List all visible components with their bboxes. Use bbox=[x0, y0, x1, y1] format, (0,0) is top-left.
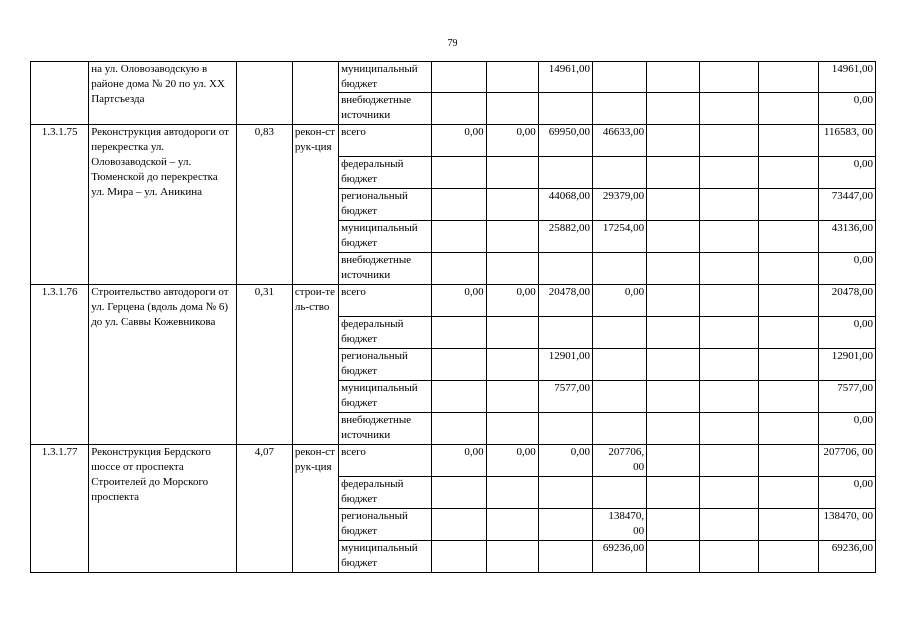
amount-cell: 0,00 bbox=[432, 445, 486, 477]
amount-cell bbox=[700, 285, 758, 317]
funding-source-cell: федеральный бюджет bbox=[339, 317, 432, 349]
amount-cell: 0,00 bbox=[432, 285, 486, 317]
total-amount-cell: 0,00 bbox=[818, 317, 875, 349]
amount-cell bbox=[700, 477, 758, 509]
funding-source-cell: региональный бюджет bbox=[339, 189, 432, 221]
amount-cell bbox=[758, 253, 818, 285]
funding-source-cell: муниципальный бюджет bbox=[339, 62, 432, 93]
amount-cell bbox=[538, 317, 592, 349]
amount-cell bbox=[592, 477, 646, 509]
amount-cell bbox=[432, 317, 486, 349]
total-amount-cell: 207706, 00 bbox=[818, 445, 875, 477]
amount-cell bbox=[486, 541, 538, 573]
amount-cell bbox=[647, 317, 700, 349]
item-name-cell: Реконструкция автодороги от перекрестка ул. Оловозаводской – ул. Тюменской до перекрестка ул. Мира – ул. Аникина bbox=[89, 125, 237, 285]
total-amount-cell: 0,00 bbox=[818, 157, 875, 189]
amount-cell bbox=[758, 381, 818, 413]
amount-cell bbox=[592, 157, 646, 189]
item-name-cell: Строительство автодороги от ул. Герцена (вдоль дома № 6) до ул. Саввы Кожевникова bbox=[89, 285, 237, 445]
amount-cell bbox=[486, 221, 538, 253]
budget-table bbox=[30, 61, 876, 573]
amount-cell bbox=[432, 189, 486, 221]
amount-cell bbox=[758, 349, 818, 381]
amount-cell bbox=[647, 62, 700, 93]
amount-cell: 46633,00 bbox=[592, 125, 646, 157]
page-number: 79 bbox=[447, 38, 458, 49]
amount-cell bbox=[758, 413, 818, 445]
amount-cell bbox=[486, 189, 538, 221]
amount-cell bbox=[758, 477, 818, 509]
amount-cell bbox=[592, 62, 646, 93]
amount-cell bbox=[538, 477, 592, 509]
amount-cell bbox=[647, 509, 700, 541]
total-amount-cell: 20478,00 bbox=[818, 285, 875, 317]
amount-cell bbox=[538, 253, 592, 285]
amount-cell bbox=[486, 477, 538, 509]
amount-cell: 0,00 bbox=[538, 445, 592, 477]
item-name-cell: на ул. Оловозаводскую в районе дома № 20 по ул. XX Партсъезда bbox=[89, 62, 237, 125]
funding-source-cell: муниципальный бюджет bbox=[339, 221, 432, 253]
item-work-type-cell bbox=[292, 62, 338, 125]
amount-cell: 0,00 bbox=[486, 445, 538, 477]
item-name-cell: Реконструкция Бердского шоссе от проспекта Строителей до Морского проспекта bbox=[89, 445, 237, 573]
total-amount-cell: 43136,00 bbox=[818, 221, 875, 253]
amount-cell: 17254,00 bbox=[592, 221, 646, 253]
amount-cell: 25882,00 bbox=[538, 221, 592, 253]
budget-table-body bbox=[31, 62, 876, 573]
amount-cell bbox=[700, 413, 758, 445]
amount-cell: 29379,00 bbox=[592, 189, 646, 221]
total-amount-cell: 7577,00 bbox=[818, 381, 875, 413]
amount-cell bbox=[647, 93, 700, 125]
table-row bbox=[31, 125, 876, 157]
amount-cell bbox=[700, 317, 758, 349]
total-amount-cell: 116583, 00 bbox=[818, 125, 875, 157]
amount-cell bbox=[700, 381, 758, 413]
amount-cell bbox=[758, 509, 818, 541]
amount-cell bbox=[592, 317, 646, 349]
total-amount-cell: 73447,00 bbox=[818, 189, 875, 221]
amount-cell bbox=[486, 62, 538, 93]
funding-source-cell: муниципальный бюджет bbox=[339, 541, 432, 573]
amount-cell bbox=[758, 157, 818, 189]
item-work-type-cell: строи-тель-ство bbox=[292, 285, 338, 445]
amount-cell bbox=[700, 509, 758, 541]
amount-cell bbox=[432, 253, 486, 285]
funding-source-cell: внебюджетные источники bbox=[339, 93, 432, 125]
amount-cell bbox=[647, 477, 700, 509]
amount-cell bbox=[647, 285, 700, 317]
amount-cell: 0,00 bbox=[592, 285, 646, 317]
amount-cell bbox=[758, 62, 818, 93]
item-code-cell: 1.3.1.75 bbox=[31, 125, 89, 285]
amount-cell bbox=[432, 413, 486, 445]
amount-cell bbox=[432, 541, 486, 573]
amount-cell bbox=[647, 125, 700, 157]
amount-cell bbox=[486, 413, 538, 445]
amount-cell bbox=[758, 125, 818, 157]
amount-cell bbox=[700, 93, 758, 125]
amount-cell bbox=[758, 221, 818, 253]
total-amount-cell: 0,00 bbox=[818, 413, 875, 445]
amount-cell bbox=[647, 541, 700, 573]
amount-cell bbox=[432, 62, 486, 93]
total-amount-cell: 138470, 00 bbox=[818, 509, 875, 541]
amount-cell bbox=[486, 317, 538, 349]
amount-cell: 12901,00 bbox=[538, 349, 592, 381]
amount-cell bbox=[432, 477, 486, 509]
amount-cell bbox=[700, 253, 758, 285]
total-amount-cell: 12901,00 bbox=[818, 349, 875, 381]
amount-cell bbox=[432, 349, 486, 381]
amount-cell bbox=[758, 317, 818, 349]
total-amount-cell: 0,00 bbox=[818, 93, 875, 125]
amount-cell bbox=[758, 189, 818, 221]
amount-cell bbox=[647, 157, 700, 189]
table-row bbox=[31, 445, 876, 477]
amount-cell: 0,00 bbox=[486, 285, 538, 317]
amount-cell bbox=[647, 381, 700, 413]
amount-cell bbox=[758, 93, 818, 125]
amount-cell bbox=[647, 189, 700, 221]
amount-cell bbox=[592, 381, 646, 413]
item-code-cell bbox=[31, 62, 89, 125]
amount-cell: 7577,00 bbox=[538, 381, 592, 413]
funding-source-cell: региональный бюджет bbox=[339, 509, 432, 541]
funding-source-cell: муниципальный бюджет bbox=[339, 381, 432, 413]
amount-cell bbox=[647, 349, 700, 381]
amount-cell: 14961,00 bbox=[538, 62, 592, 93]
amount-cell bbox=[486, 349, 538, 381]
table-row bbox=[31, 62, 876, 93]
funding-source-cell: всего bbox=[339, 285, 432, 317]
amount-cell bbox=[486, 157, 538, 189]
amount-cell: 138470, 00 bbox=[592, 509, 646, 541]
funding-source-cell: всего bbox=[339, 125, 432, 157]
amount-cell: 69236,00 bbox=[592, 541, 646, 573]
item-length-cell: 0,31 bbox=[236, 285, 292, 445]
amount-cell bbox=[538, 541, 592, 573]
total-amount-cell: 69236,00 bbox=[818, 541, 875, 573]
funding-source-cell: внебюджетные источники bbox=[339, 413, 432, 445]
amount-cell bbox=[432, 509, 486, 541]
funding-source-cell: региональный бюджет bbox=[339, 349, 432, 381]
funding-source-cell: внебюджетные источники bbox=[339, 253, 432, 285]
item-work-type-cell: рекон-струк-ция bbox=[292, 445, 338, 573]
amount-cell bbox=[432, 157, 486, 189]
funding-source-cell: всего bbox=[339, 445, 432, 477]
amount-cell bbox=[538, 509, 592, 541]
amount-cell bbox=[432, 221, 486, 253]
amount-cell bbox=[700, 62, 758, 93]
amount-cell bbox=[538, 93, 592, 125]
amount-cell: 207706, 00 bbox=[592, 445, 646, 477]
amount-cell: 69950,00 bbox=[538, 125, 592, 157]
amount-cell bbox=[432, 93, 486, 125]
item-length-cell: 4,07 bbox=[236, 445, 292, 573]
amount-cell: 44068,00 bbox=[538, 189, 592, 221]
amount-cell bbox=[592, 349, 646, 381]
amount-cell bbox=[647, 253, 700, 285]
amount-cell bbox=[647, 221, 700, 253]
amount-cell bbox=[486, 381, 538, 413]
amount-cell bbox=[758, 445, 818, 477]
amount-cell bbox=[758, 285, 818, 317]
amount-cell bbox=[592, 413, 646, 445]
amount-cell: 0,00 bbox=[486, 125, 538, 157]
amount-cell bbox=[700, 541, 758, 573]
amount-cell bbox=[700, 349, 758, 381]
amount-cell bbox=[486, 253, 538, 285]
amount-cell bbox=[538, 157, 592, 189]
amount-cell bbox=[432, 381, 486, 413]
amount-cell bbox=[486, 509, 538, 541]
amount-cell bbox=[700, 221, 758, 253]
amount-cell bbox=[592, 93, 646, 125]
total-amount-cell: 14961,00 bbox=[818, 62, 875, 93]
item-code-cell: 1.3.1.77 bbox=[31, 445, 89, 573]
funding-source-cell: федеральный бюджет bbox=[339, 157, 432, 189]
amount-cell: 20478,00 bbox=[538, 285, 592, 317]
item-code-cell: 1.3.1.76 bbox=[31, 285, 89, 445]
amount-cell bbox=[700, 189, 758, 221]
item-length-cell bbox=[236, 62, 292, 125]
amount-cell bbox=[647, 413, 700, 445]
item-work-type-cell: рекон-струк-ция bbox=[292, 125, 338, 285]
table-row bbox=[31, 285, 876, 317]
amount-cell bbox=[486, 93, 538, 125]
amount-cell bbox=[592, 253, 646, 285]
total-amount-cell: 0,00 bbox=[818, 477, 875, 509]
amount-cell bbox=[538, 413, 592, 445]
amount-cell bbox=[647, 445, 700, 477]
amount-cell bbox=[700, 157, 758, 189]
item-length-cell: 0,83 bbox=[236, 125, 292, 285]
total-amount-cell: 0,00 bbox=[818, 253, 875, 285]
amount-cell bbox=[700, 445, 758, 477]
amount-cell: 0,00 bbox=[432, 125, 486, 157]
amount-cell bbox=[758, 541, 818, 573]
funding-source-cell: федеральный бюджет bbox=[339, 477, 432, 509]
amount-cell bbox=[700, 125, 758, 157]
